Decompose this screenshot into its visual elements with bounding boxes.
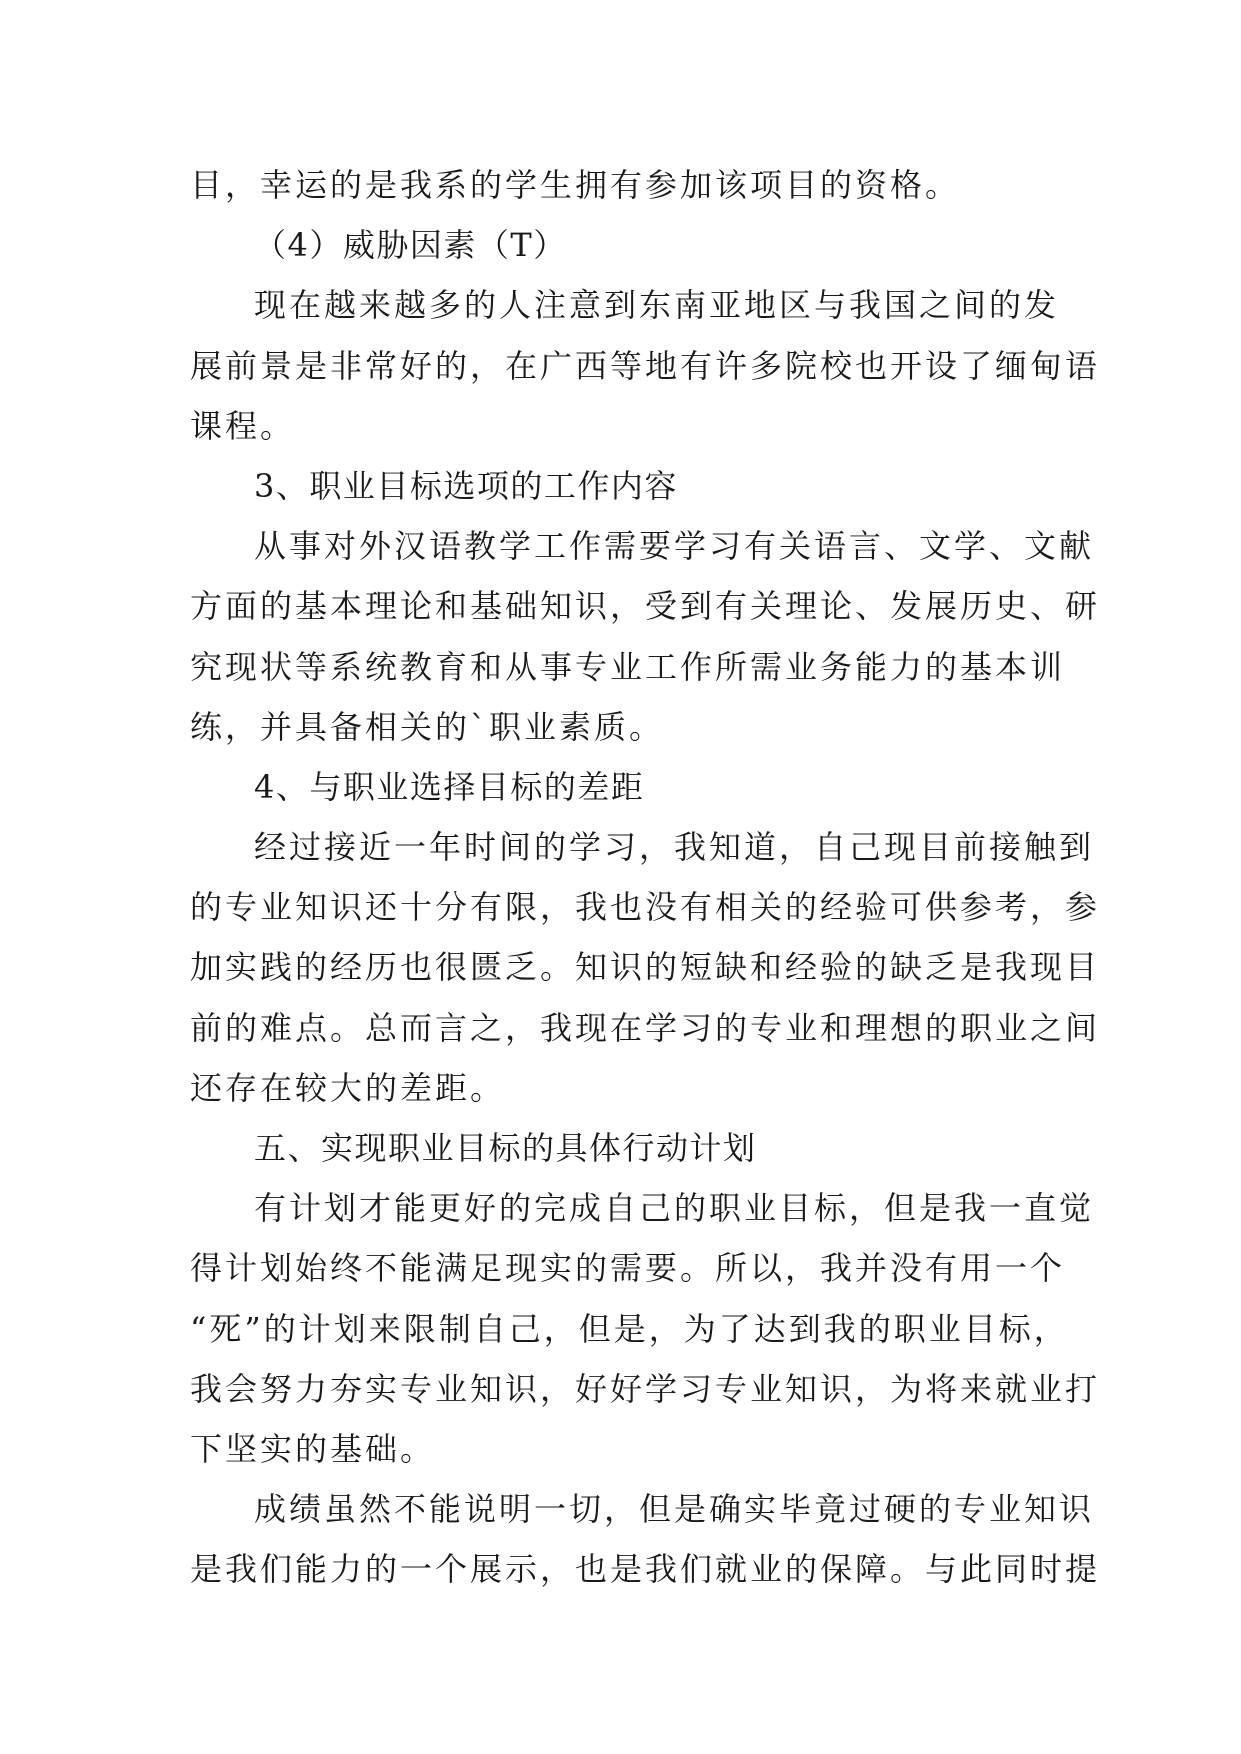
text-line: 目，幸运的是我系的学生拥有参加该项目的资格。 — [190, 166, 961, 204]
section-heading: 3、职业目标选项的工作内容 — [254, 466, 678, 505]
text-line: 的专业知识还十分有限，我也没有相关的经验可供参考，参 — [190, 888, 1101, 927]
text-line: 究现状等系统教育和从事专业工作所需业务能力的基本训 — [190, 647, 1066, 686]
text-line: 展前景是非常好的，在广西等地有许多院校也开设了缅甸语 — [190, 346, 1101, 385]
paragraph-first-line: 有计划才能更好的完成自己的职业目标，但是我一直觉 — [254, 1189, 1095, 1228]
text-line: 前的难点。总而言之，我现在学习的专业和理想的职业之间 — [190, 1008, 1101, 1047]
text-line: 练，并具备相关的`职业素质。 — [190, 707, 665, 746]
text-line: 是我们能力的一个展示，也是我们就业的保障。与此同时提 — [190, 1550, 1101, 1589]
text-line: 还存在较大的差距。 — [190, 1068, 506, 1107]
text-line: 课程。 — [190, 406, 296, 445]
document-page — [190, 155, 1101, 1600]
text-line: 加实践的经历也很匮乏。知识的短缺和经验的缺乏是我现目 — [190, 948, 1101, 987]
paragraph-first-line: 现在越来越多的人注意到东南亚地区与我国之间的发 — [254, 286, 1060, 325]
paragraph-first-line: 从事对外汉语教学工作需要学习有关语言、文学、文献 — [254, 527, 1095, 566]
section-heading: 五、实现职业目标的具体行动计划 — [254, 1129, 757, 1167]
section-heading: 4、与职业选择目标的差距 — [254, 767, 645, 806]
section-heading: （4）威胁因素（T） — [254, 226, 567, 265]
text-line: 我会努力夯实专业知识，好好学习专业知识，为将来就业打 — [190, 1369, 1101, 1408]
paragraph-first-line: 成绩虽然不能说明一切，但是确实毕竟过硬的专业知识 — [254, 1490, 1095, 1529]
text-line: 得计划始终不能满足现实的需要。所以，我并没有用一个 — [190, 1249, 1066, 1288]
paragraph-first-line: 经过接近一年时间的学习，我知道，自己现目前接触到 — [254, 828, 1095, 867]
text-line: 方面的基本理论和基础知识，受到有关理论、发展历史、研 — [190, 587, 1101, 626]
text-line: “死”的计划来限制自己，但是，为了达到我的职业目标， — [190, 1309, 1069, 1348]
text-line: 下坚实的基础。 — [190, 1429, 436, 1468]
